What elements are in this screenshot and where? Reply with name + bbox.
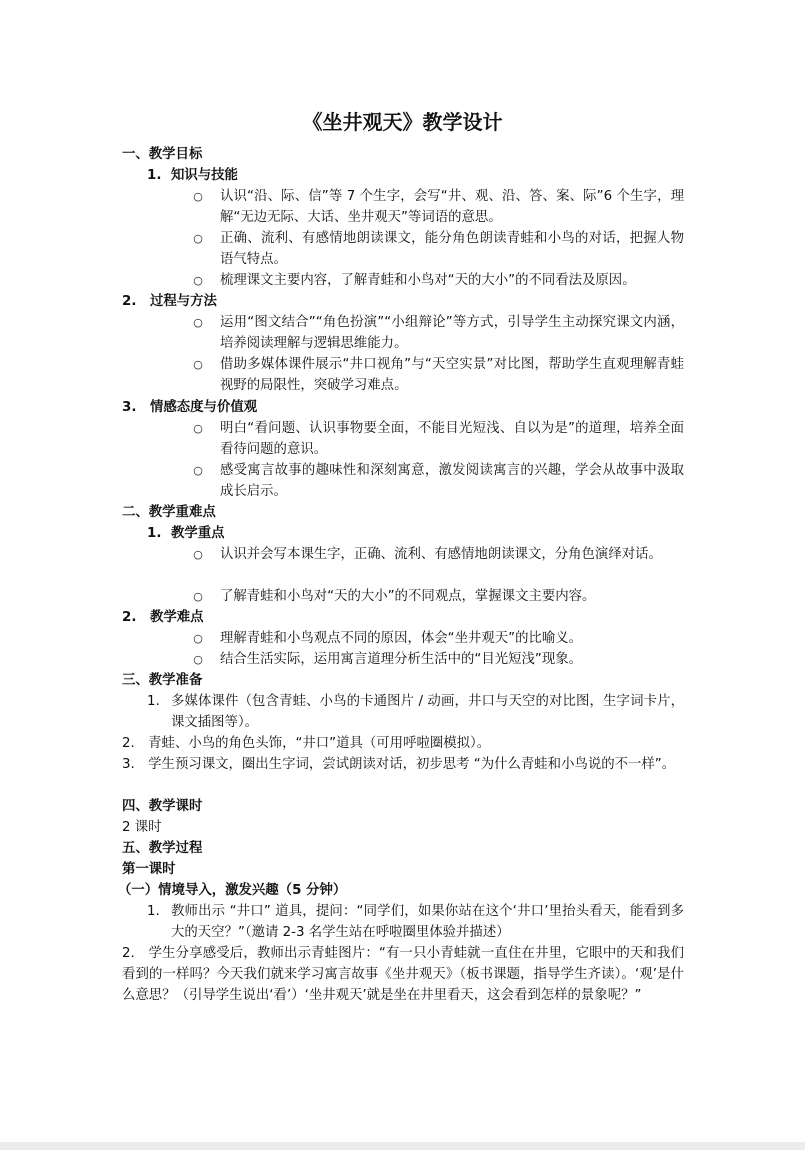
- circle-bullet-icon: ○: [193, 464, 203, 477]
- list-item: 正确、流利、有感情地朗读课文，能分角色朗读青蛙和小鸟的对话，把握人物语气特点。: [220, 231, 684, 267]
- subsection-title-difficulty: 教学难点: [150, 610, 204, 625]
- circle-bullet-icon: ○: [193, 653, 203, 666]
- section-heading-process: 五、教学过程: [122, 841, 203, 856]
- circle-bullet-icon: ○: [193, 274, 203, 287]
- list-item: 感受寓言故事的趣味性和深刻寓意，激发阅读寓言的兴趣，学会从故事中汲取成长启示。: [220, 463, 684, 499]
- list-item: 了解青蛙和小鸟对“天的大小”的不同观点，掌握课文主要内容。: [220, 589, 596, 604]
- list-item: 结合生活实际，运用寓言道理分析生活中的“目光短浅”现象。: [220, 652, 583, 667]
- section-heading-periods: 四、教学课时: [122, 799, 203, 814]
- list-item: 认识“沿、际、信”等 7 个生字，会写“井、观、沿、答、案、际”6 个生字，理解“无边无际、大话、坐井观天”等词语的意思。: [220, 189, 684, 225]
- list-item: 梳理课文主要内容，了解青蛙和小鸟对“天的大小”的不同看法及原因。: [220, 273, 636, 288]
- subsection-title-knowledge: 知识与技能: [171, 168, 238, 183]
- list-item: 运用“图文结合”“角色扮演”“小组辩论”等方式，引导学生主动探究课文内涵，培养阅读理解与逻辑思维能力。: [220, 315, 684, 351]
- list-item: 3. 学生预习课文，圈出生字词，尝试朗读对话，初步思考 “为什么青蛙和小鸟说的不一样”。: [122, 757, 676, 772]
- subsection-number: 3.: [122, 400, 137, 415]
- subsection-number: 1.: [147, 526, 162, 541]
- list-number: 1.: [147, 904, 160, 919]
- subsection-number: 1.: [147, 168, 162, 183]
- circle-bullet-icon: ○: [193, 232, 203, 245]
- list-number: 1.: [147, 694, 160, 709]
- periods-value: 2 课时: [122, 820, 162, 835]
- circle-bullet-icon: ○: [193, 590, 203, 603]
- list-item: 理解青蛙和小鸟观点不同的原因，体会“坐井观天”的比喻义。: [220, 631, 583, 646]
- circle-bullet-icon: ○: [193, 358, 203, 371]
- subsection-title-process: 过程与方法: [150, 294, 217, 309]
- list-item: 2. 青蛙、小鸟的角色头饰，“井口”道具（可用呼啦圈模拟）。: [122, 736, 491, 751]
- list-item: 认识并会写本课生字，正确、流利、有感情地朗读课文，分角色演绎对话。: [220, 547, 662, 562]
- list-item: 借助多媒体课件展示“井口视角”与“天空实景”对比图，帮助学生直观理解青蛙视野的局限性，突破学习难点。: [220, 357, 684, 393]
- subsection-number: 2.: [122, 294, 137, 309]
- lesson-title: 第一课时: [122, 862, 176, 877]
- subsection-title-focus: 教学重点: [171, 526, 225, 541]
- list-item: 教师出示 “井口” 道具，提问：“同学们，如果你站在这个‘井口’里抬头看天，能看到多大的天空？”（邀请 2-3 名学生站在呼啦圈里体验并描述）: [171, 904, 684, 940]
- part-title: （一）情境导入，激发兴趣（5 分钟）: [118, 883, 347, 898]
- list-item: 明白“看问题、认识事物要全面，不能目光短浅、自以为是”的道理，培养全面看待问题的意识。: [220, 421, 684, 457]
- subsection-title-attitude: 情感态度与价值观: [150, 400, 258, 415]
- circle-bullet-icon: ○: [193, 632, 203, 645]
- section-heading-objectives: 一、教学目标: [122, 147, 203, 162]
- circle-bullet-icon: ○: [193, 190, 203, 203]
- subsection-number: 2.: [122, 610, 137, 625]
- list-item: 多媒体课件（包含青蛙、小鸟的卡通图片 / 动画，井口与天空的对比图，生字词卡片，课文插图等）。: [171, 694, 684, 730]
- page-title: 《坐井观天》教学设计: [302, 110, 503, 134]
- list-item: 2. 学生分享感受后，教师出示青蛙图片：“有一只小青蛙就一直住在井里，它眼中的天和我们看到的一样吗？今天我们就来学习寓言故事《坐井观天》（板书课题，指导学生齐读）。‘观’是什么意思？（引导学生说出‘看’）‘坐井观天’就是坐在井里看天，这会看到怎样的景象呢？”: [122, 946, 684, 1003]
- circle-bullet-icon: ○: [193, 548, 203, 561]
- section-heading-preparation: 三、教学准备: [122, 673, 203, 688]
- circle-bullet-icon: ○: [193, 422, 203, 435]
- section-heading-key-points: 二、教学重难点: [122, 505, 216, 520]
- circle-bullet-icon: ○: [193, 316, 203, 329]
